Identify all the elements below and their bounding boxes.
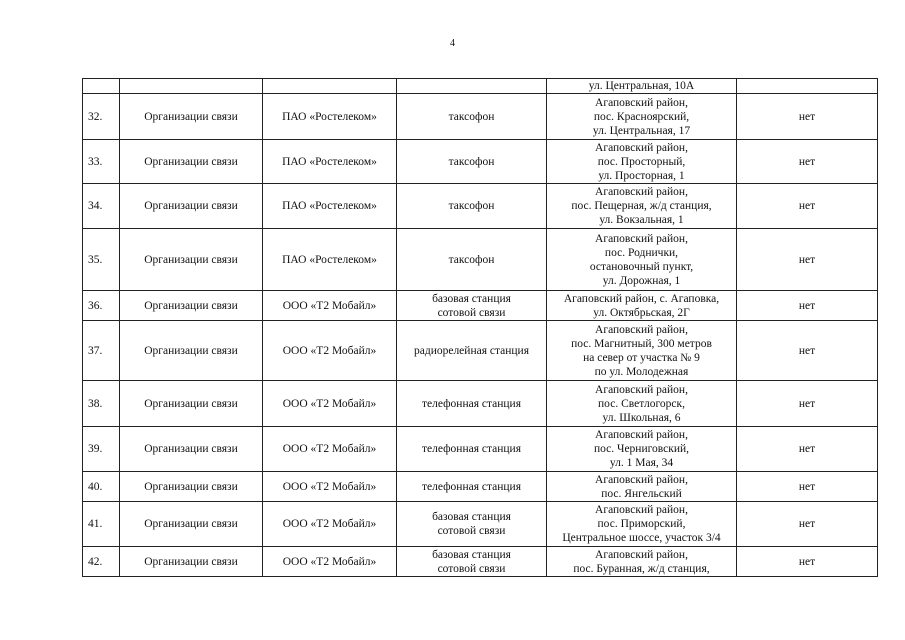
- address-line: ул. Дорожная, 1: [602, 274, 681, 287]
- address-cell: [547, 381, 737, 427]
- table-row: [83, 502, 878, 547]
- table-body: [83, 79, 878, 577]
- address-line: по ул. Молодежная: [594, 365, 689, 378]
- address-line: Агаповский район,: [595, 473, 688, 486]
- note-cell: нет: [737, 229, 878, 291]
- organization-cell: ПАО «Ростелеком»: [263, 140, 397, 184]
- address-line: пос. Роднички,: [604, 246, 679, 259]
- address-cell: [547, 291, 737, 321]
- table-row: [83, 229, 878, 291]
- address-line: пос. Приморский,: [597, 518, 686, 530]
- table-row: [83, 547, 878, 577]
- object-type-cell: [397, 94, 547, 140]
- category-cell: Организации связи: [120, 427, 263, 472]
- table-row: [83, 291, 878, 321]
- address-line: пос. Магнитный, 300 метров: [571, 337, 712, 350]
- address-line: ул. Центральная, 17: [592, 124, 691, 137]
- organization-cell: ООО «Т2 Мобайл»: [263, 547, 397, 577]
- address-line: пос. Буранная, ж/д станция,: [573, 562, 710, 575]
- address-line: пос. Просторный,: [597, 155, 686, 168]
- address-line: на север от участка № 9: [583, 351, 700, 364]
- address-cell: [547, 229, 737, 291]
- page-number: 4: [450, 38, 455, 49]
- row-number-cell: 38.: [83, 381, 120, 427]
- row-number-cell: 42.: [83, 547, 120, 577]
- address-line: Агаповский район,: [595, 96, 688, 109]
- table-row: [83, 94, 878, 140]
- address-line: пос. Черниговский,: [593, 443, 690, 455]
- organization-cell: ООО «Т2 Мобайл»: [263, 427, 397, 472]
- address-cell: [547, 502, 737, 547]
- object-type-cell: [397, 502, 547, 547]
- address-line: пос. Красноярский,: [593, 110, 690, 123]
- note-cell: нет: [737, 502, 878, 547]
- address-line: остановочный пункт,: [589, 260, 694, 273]
- address-line: Агаповский район,: [595, 504, 688, 516]
- object-type-cell: [397, 140, 547, 184]
- address-line: ул. Октябрьская, 2Г: [593, 306, 690, 319]
- object-type-line: таксофон: [448, 200, 495, 212]
- object-type-cell: [397, 381, 547, 427]
- address-line: ул. Просторная, 1: [598, 169, 685, 182]
- table-row: [83, 321, 878, 381]
- object-type-line: телефонная станция: [421, 443, 522, 455]
- organization-cell: ООО «Т2 Мобайл»: [263, 381, 397, 427]
- objects-table: [82, 78, 878, 577]
- address-line: Агаповский район,: [595, 186, 688, 198]
- object-type-cell: [397, 427, 547, 472]
- category-cell: Организации связи: [120, 94, 263, 140]
- object-type-cell: [397, 184, 547, 229]
- address-cell: [547, 184, 737, 229]
- row-number-cell: 35.: [83, 229, 120, 291]
- address-cell: [547, 427, 737, 472]
- address-cell: [547, 79, 737, 94]
- address-cell: [547, 472, 737, 502]
- address-line: пос. Светлогорск,: [598, 397, 685, 410]
- note-cell: нет: [737, 381, 878, 427]
- table-row: [83, 381, 878, 427]
- note-cell: нет: [737, 140, 878, 184]
- address-line: ул. Школьная, 6: [602, 411, 681, 424]
- category-cell: Организации связи: [120, 472, 263, 502]
- organization-cell: ООО «Т2 Мобайл»: [263, 321, 397, 381]
- table-row: [83, 427, 878, 472]
- address-line: ул. 1 Мая, 34: [609, 457, 674, 469]
- organization-cell: ПАО «Ростелеком»: [263, 184, 397, 229]
- address-line: ул. Центральная, 10А: [588, 80, 695, 92]
- object-type-line: телефонная станция: [421, 480, 522, 493]
- category-cell: [120, 79, 263, 94]
- organization-cell: ПАО «Ростелеком»: [263, 229, 397, 291]
- note-cell: нет: [737, 94, 878, 140]
- organization-cell: ООО «Т2 Мобайл»: [263, 472, 397, 502]
- object-type-line: таксофон: [448, 253, 495, 266]
- row-number-cell: 32.: [83, 94, 120, 140]
- address-line: ул. Вокзальная, 1: [599, 214, 684, 226]
- note-cell: нет: [737, 547, 878, 577]
- organization-cell: [263, 79, 397, 94]
- object-type-line: базовая станция: [432, 511, 511, 523]
- note-cell: нет: [737, 291, 878, 321]
- note-cell: нет: [737, 184, 878, 229]
- row-number-cell: 40.: [83, 472, 120, 502]
- address-line: пос. Пещерная, ж/д станция,: [571, 200, 712, 212]
- table-row: [83, 472, 878, 502]
- address-cell: [547, 94, 737, 140]
- category-cell: Организации связи: [120, 381, 263, 427]
- row-number-cell: 34.: [83, 184, 120, 229]
- category-cell: Организации связи: [120, 229, 263, 291]
- note-cell: [737, 79, 878, 94]
- row-number-cell: 33.: [83, 140, 120, 184]
- organization-cell: ООО «Т2 Мобайл»: [263, 291, 397, 321]
- object-type-line: базовая станция: [432, 548, 511, 561]
- category-cell: Организации связи: [120, 184, 263, 229]
- address-line: Агаповский район,: [595, 232, 688, 245]
- category-cell: Организации связи: [120, 321, 263, 381]
- category-cell: Организации связи: [120, 291, 263, 321]
- object-type-cell: [397, 472, 547, 502]
- table-row: [83, 140, 878, 184]
- address-line: Агаповский район, с. Агаповка,: [563, 292, 720, 305]
- object-type-line: базовая станция: [432, 292, 511, 305]
- organization-cell: ПАО «Ростелеком»: [263, 94, 397, 140]
- note-cell: нет: [737, 427, 878, 472]
- note-cell: нет: [737, 321, 878, 381]
- category-cell: Организации связи: [120, 547, 263, 577]
- object-type-line: радиорелейная станция: [413, 344, 529, 357]
- address-cell: [547, 547, 737, 577]
- address-cell: [547, 321, 737, 381]
- object-type-cell: [397, 291, 547, 321]
- address-line: Центральное шоссе, участок 3/4: [562, 532, 721, 544]
- address-line: Агаповский район,: [595, 429, 688, 441]
- row-number-cell: 36.: [83, 291, 120, 321]
- row-number-cell: [83, 79, 120, 94]
- address-line: Агаповский район,: [595, 323, 688, 336]
- category-cell: Организации связи: [120, 140, 263, 184]
- address-line: Агаповский район,: [595, 383, 688, 396]
- object-type-cell: [397, 229, 547, 291]
- table-row: [83, 79, 878, 94]
- object-type-cell: [397, 321, 547, 381]
- address-line: Агаповский район,: [595, 548, 688, 561]
- object-type-cell: [397, 547, 547, 577]
- table-row: [83, 184, 878, 229]
- category-cell: Организации связи: [120, 502, 263, 547]
- address-line: Агаповский район,: [595, 141, 688, 154]
- object-type-cell: [397, 79, 547, 94]
- address-line: пос. Янгельский: [601, 487, 682, 500]
- organization-cell: ООО «Т2 Мобайл»: [263, 502, 397, 547]
- object-type-line: таксофон: [448, 110, 495, 123]
- note-cell: нет: [737, 472, 878, 502]
- address-cell: [547, 140, 737, 184]
- object-type-line: телефонная станция: [421, 397, 522, 410]
- object-type-line: сотовой связи: [437, 525, 506, 537]
- row-number-cell: 37.: [83, 321, 120, 381]
- object-type-line: таксофон: [448, 155, 495, 168]
- object-type-line: сотовой связи: [437, 562, 506, 575]
- object-type-line: сотовой связи: [437, 306, 506, 319]
- row-number-cell: 39.: [83, 427, 120, 472]
- row-number-cell: 41.: [83, 502, 120, 547]
